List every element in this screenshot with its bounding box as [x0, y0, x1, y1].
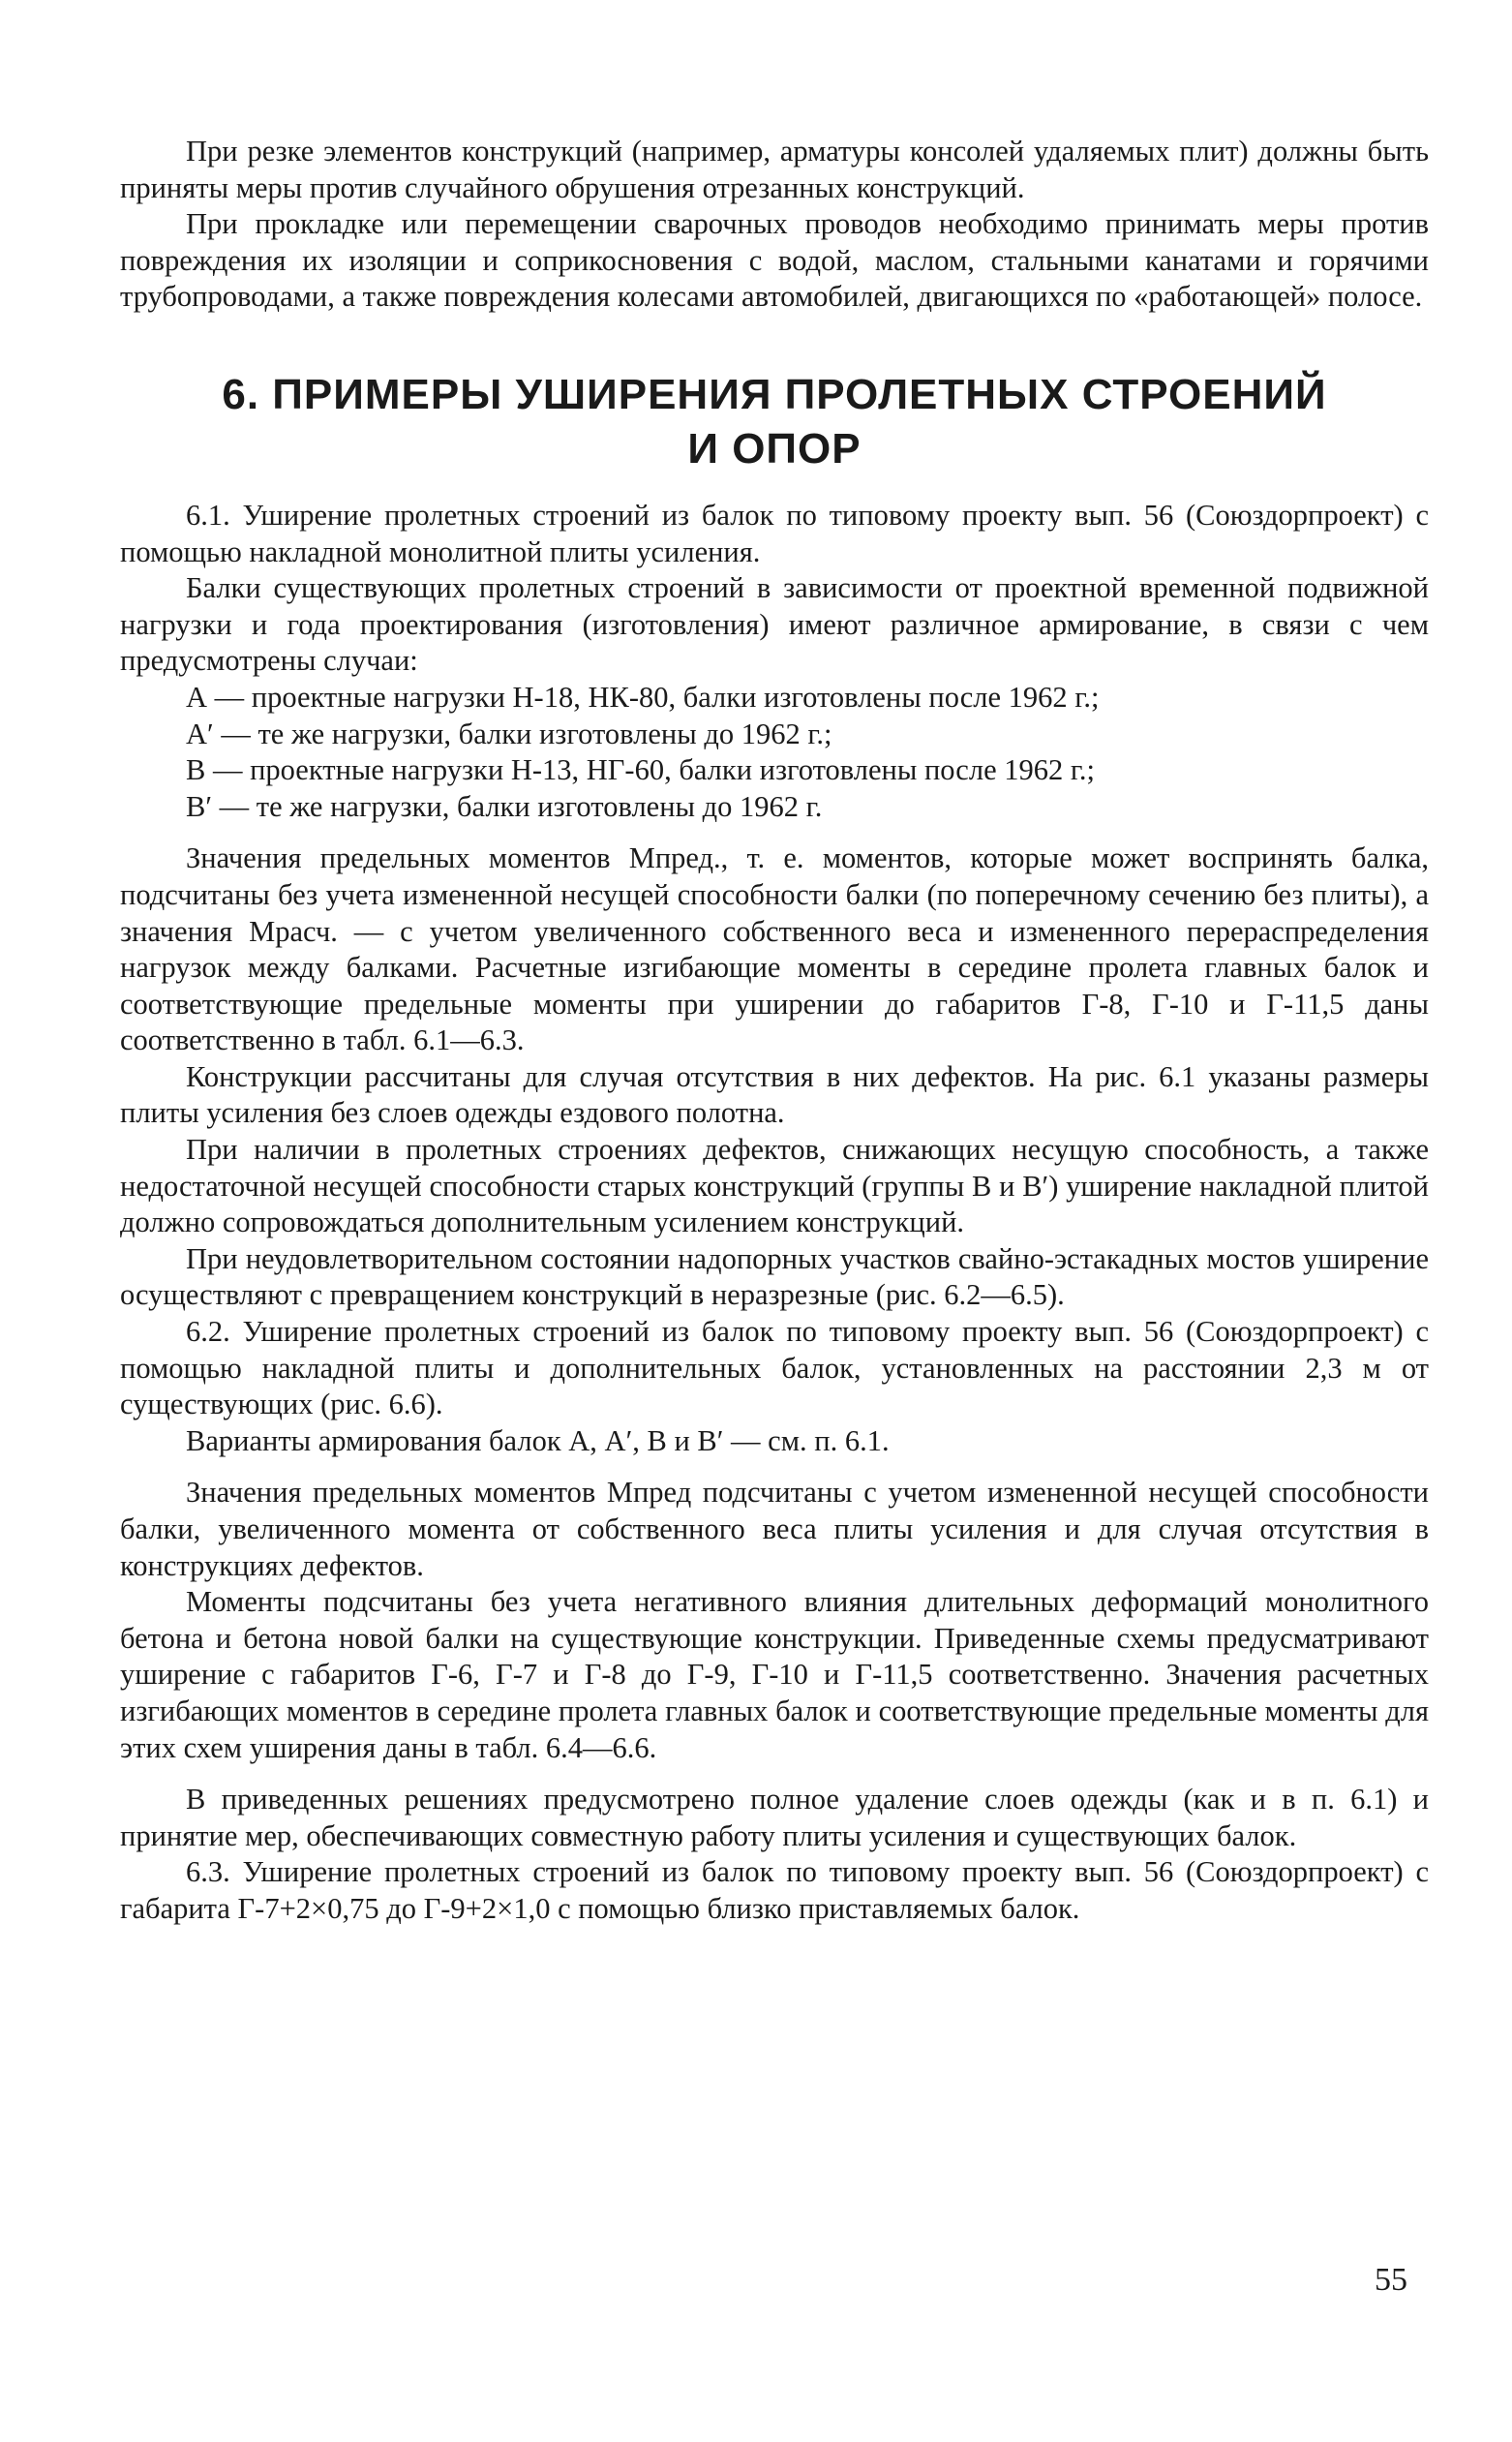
paragraph-welding-wires: При прокладке или перемещении сварочных проводов необходимо принимать меры против повреждения их изоляции и соприкосновения с водой, маслом, стальными канатами и горячими трубопроводами, а также повреждения колесами автомобилей, двигающихся по «работающей» полосе. — [120, 207, 1429, 314]
paragraph-designs: Конструкции рассчитаны для случая отсутствия в них дефектов. На рис. 6.1 указаны размеры плиты усиления без слоев одежды ездового полотна. — [120, 1059, 1429, 1130]
paragraph-6-3: 6.3. Уширение пролетных строений из балок по типовому проекту вып. 56 (Союздорпроект) с габарита Г-7+2×0,75 до Г-9+2×1,0 с помощью близко приставляемых балок. — [120, 1855, 1429, 1925]
paragraph-beams-reinforcement: Балки существующих пролетных строений в зависимости от проектной временной подвижной нагрузки и года проектирования (изготовления) имеют различное армирование, в связи с чем предусмотрены случаи: — [120, 571, 1429, 678]
paragraph-6-1: 6.1. Уширение пролетных строений из балок по типовому проекту вып. 56 (Союздорпроект) с помощью накладной монолитной плиты усиления. — [120, 498, 1429, 568]
paragraph-limit-values: Значения предельных моментов Мпред подсчитаны с учетом измененной несущей способности балки, увеличенного момента от собственного веса плиты усиления и для случая отсутствия в конструкциях дефектов. — [120, 1476, 1429, 1582]
section-heading-line-2: И ОПОР — [687, 424, 862, 473]
page-body — [120, 134, 1429, 1928]
paragraph-limit-moments: Значения предельных моментов Мпред., т. е. моментов, которые может воспринять балка, подсчитаны без учета измененной несущей способности балки (по поперечному сечению без плиты), а значения Мрасч. — с учетом увеличенного собственного веса и измененного перераспределения нагрузок между балками. Расчетные изгибающие моменты в середине пролета главных балок и соответствующие предельные моменты при уширении до габаритов Г-8, Г-10 и Г-11,5 даны соответственно в табл. 6.1—6.3. — [120, 841, 1429, 1057]
paragraph-layer-removal: В приведенных решениях предусмотрено полное удаление слоев одежды (как и в п. 6.1) и принятие мер, обеспечивающих совместную работу плиты усиления и существующих балок. — [120, 1783, 1429, 1852]
case-b-prime: В′ — те же нагрузки, балки изготовлены до 1962 г. — [186, 789, 823, 823]
section-heading-line-1: 6. ПРИМЕРЫ УШИРЕНИЯ ПРОЛЕТНЫХ СТРОЕНИЙ — [222, 370, 1327, 418]
paragraph-6-2: 6.2. Уширение пролетных строений из балок по типовому проекту вып. 56 (Союздорпроект) с помощью накладной плиты и дополнительных балок, установленных на расстоянии 2,3 м от существующих (рис. 6.6). — [120, 1315, 1429, 1421]
paragraph-moments-computed: Моменты подсчитаны без учета негативного влияния длительных деформаций монолитного бетона и бетона новой балки на существующие конструкции. Приведенные схемы предусматривают уширение с габаритов Г-6, Г-7 и Г-8 до Г-9, Г-10 и Г-11,5 соответственно. Значения расчетных изгибающих моментов в середине пролета главных балок и соответствующие предельные моменты для этих схем уширения даны в табл. 6.4—6.6. — [120, 1585, 1429, 1764]
paragraph-variants: Варианты армирования балок А, А′, В и В′ — см. п. 6.1. — [186, 1423, 890, 1457]
paragraph-defects: При наличии в пролетных строениях дефектов, снижающих несущую способность, а также недостаточной несущей способности старых конструкций (группы В и В′) уширение накладной плитой должно сопровождаться дополнительным усилением конструкций. — [120, 1133, 1429, 1239]
case-a: А — проектные нагрузки Н-18, НК-80, балки изготовлены после 1962 г.; — [186, 680, 1100, 714]
section-heading — [120, 368, 1429, 476]
case-a-prime: А′ — те же нагрузки, балки изготовлены до 1962 г.; — [186, 717, 832, 750]
paragraph-cutting: При резке элементов конструкций (например, арматуры консолей удаляемых плит) должны быть приняты меры против случайного обрушения отрезанных конструкций. — [120, 135, 1429, 204]
paragraph-pile-trestle: При неудовлетворительном состоянии надопорных участков свайно-эстакадных мостов уширение осуществляют с превращением конструкций в неразрезные (рис. 6.2—6.5). — [120, 1241, 1429, 1312]
page-number: 55 — [1375, 2262, 1407, 2298]
case-b: В — проектные нагрузки Н-13, НГ-60, балки изготовлены после 1962 г.; — [186, 753, 1096, 787]
